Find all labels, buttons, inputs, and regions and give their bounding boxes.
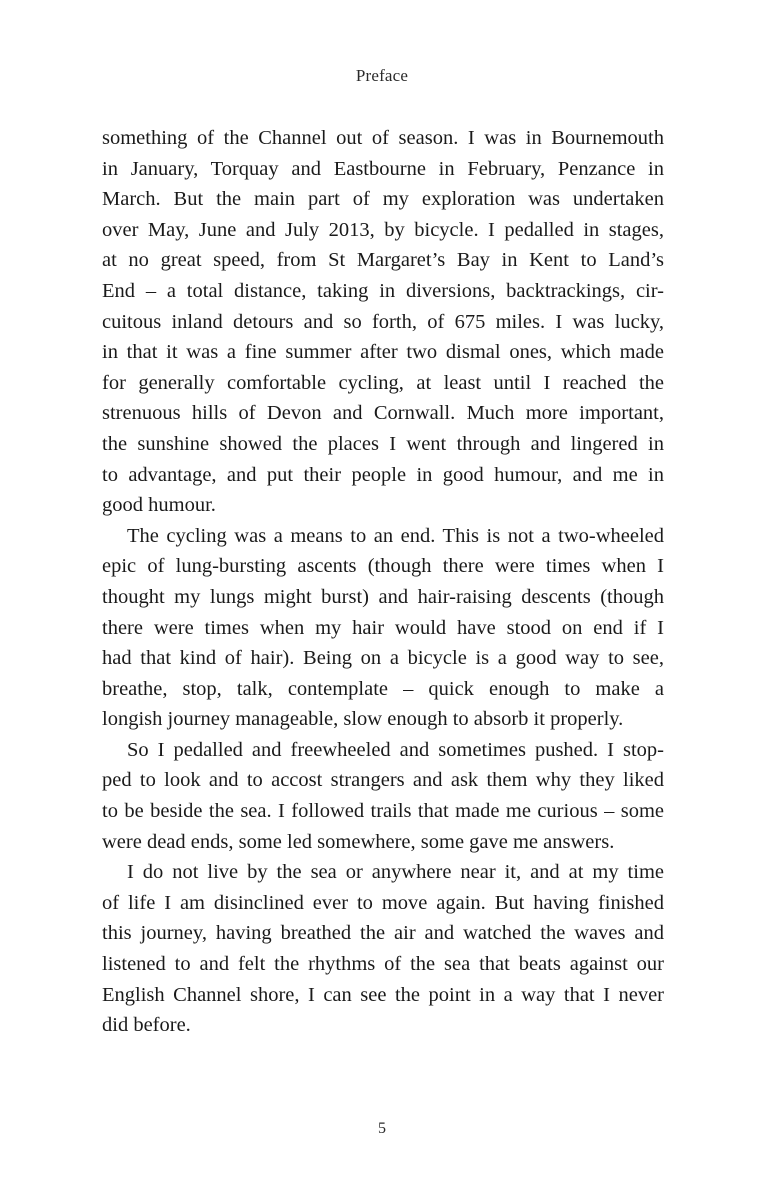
paragraph bbox=[102, 123, 664, 521]
text-line: there were times when my hair would have stood on end if I bbox=[102, 616, 664, 639]
text-line: had that kind of hair). Being on a bicycle is a good way to see, bbox=[102, 647, 664, 670]
text-line: to advantage, and put their people in good humour, and me in bbox=[102, 463, 664, 486]
text-line: I do not live by the sea or anywhere near it, and at my time bbox=[127, 861, 664, 884]
paragraph bbox=[102, 735, 664, 857]
paragraph bbox=[102, 857, 664, 1041]
text-line: of life I am disinclined ever to move again. But having finished bbox=[102, 891, 664, 914]
text-line: The cycling was a means to an end. This is not a two-wheeled bbox=[127, 524, 664, 547]
text-line: for generally comfortable cycling, at least until I reached the bbox=[102, 371, 664, 394]
text-line: English Channel shore, I can see the point in a way that I never bbox=[102, 983, 664, 1006]
text-line: to be beside the sea. I followed trails that made me curious – some bbox=[102, 800, 664, 823]
text-line: End – a total distance, taking in diversions, backtrackings, cir- bbox=[102, 279, 664, 302]
text-line: cuitous inland detours and so forth, of 675 miles. I was lucky, bbox=[102, 310, 664, 333]
text-line: this journey, having breathed the air and watched the waves and bbox=[102, 922, 664, 945]
text-line: something of the Channel out of season. I was in Bournemouth bbox=[102, 127, 664, 149]
text-line: in that it was a fine summer after two dismal ones, which made bbox=[102, 341, 664, 364]
text-line: longish journey manageable, slow enough to absorb it properly. bbox=[102, 708, 624, 731]
text-line: ped to look and to accost strangers and ask them why they liked bbox=[102, 769, 664, 792]
paragraph bbox=[102, 521, 664, 735]
text-line: strenuous hills of Devon and Cornwall. Much more important, bbox=[102, 402, 664, 425]
text-line: the sunshine showed the places I went through and lingered in bbox=[102, 432, 664, 455]
text-line: breathe, stop, talk, contemplate – quick enough to make a bbox=[102, 677, 664, 700]
text-line: thought my lungs might burst) and hair-raising descents (though bbox=[102, 585, 664, 608]
body-text bbox=[102, 123, 664, 1041]
running-head: Preface bbox=[355, 66, 409, 85]
text-line: did before. bbox=[102, 1014, 191, 1037]
text-line: epic of lung-bursting ascents (though there were times when I bbox=[102, 555, 664, 578]
text-line: March. But the main part of my exploration was undertaken bbox=[102, 188, 664, 211]
text-line: listened to and felt the rhythms of the sea that beats against our bbox=[102, 953, 664, 976]
text-line: So I pedalled and freewheeled and sometimes pushed. I stop- bbox=[127, 738, 664, 761]
text-line: good humour. bbox=[102, 494, 216, 517]
page-number: 5 bbox=[378, 1120, 386, 1137]
text-line: at no great speed, from St Margaret’s Bay in Kent to Land’s bbox=[102, 249, 664, 272]
text-line: in January, Torquay and Eastbourne in February, Penzance in bbox=[102, 157, 664, 180]
text-line: over May, June and July 2013, by bicycle. I pedalled in stages, bbox=[102, 218, 664, 241]
text-line: were dead ends, some led somewhere, some gave me answers. bbox=[102, 830, 615, 853]
